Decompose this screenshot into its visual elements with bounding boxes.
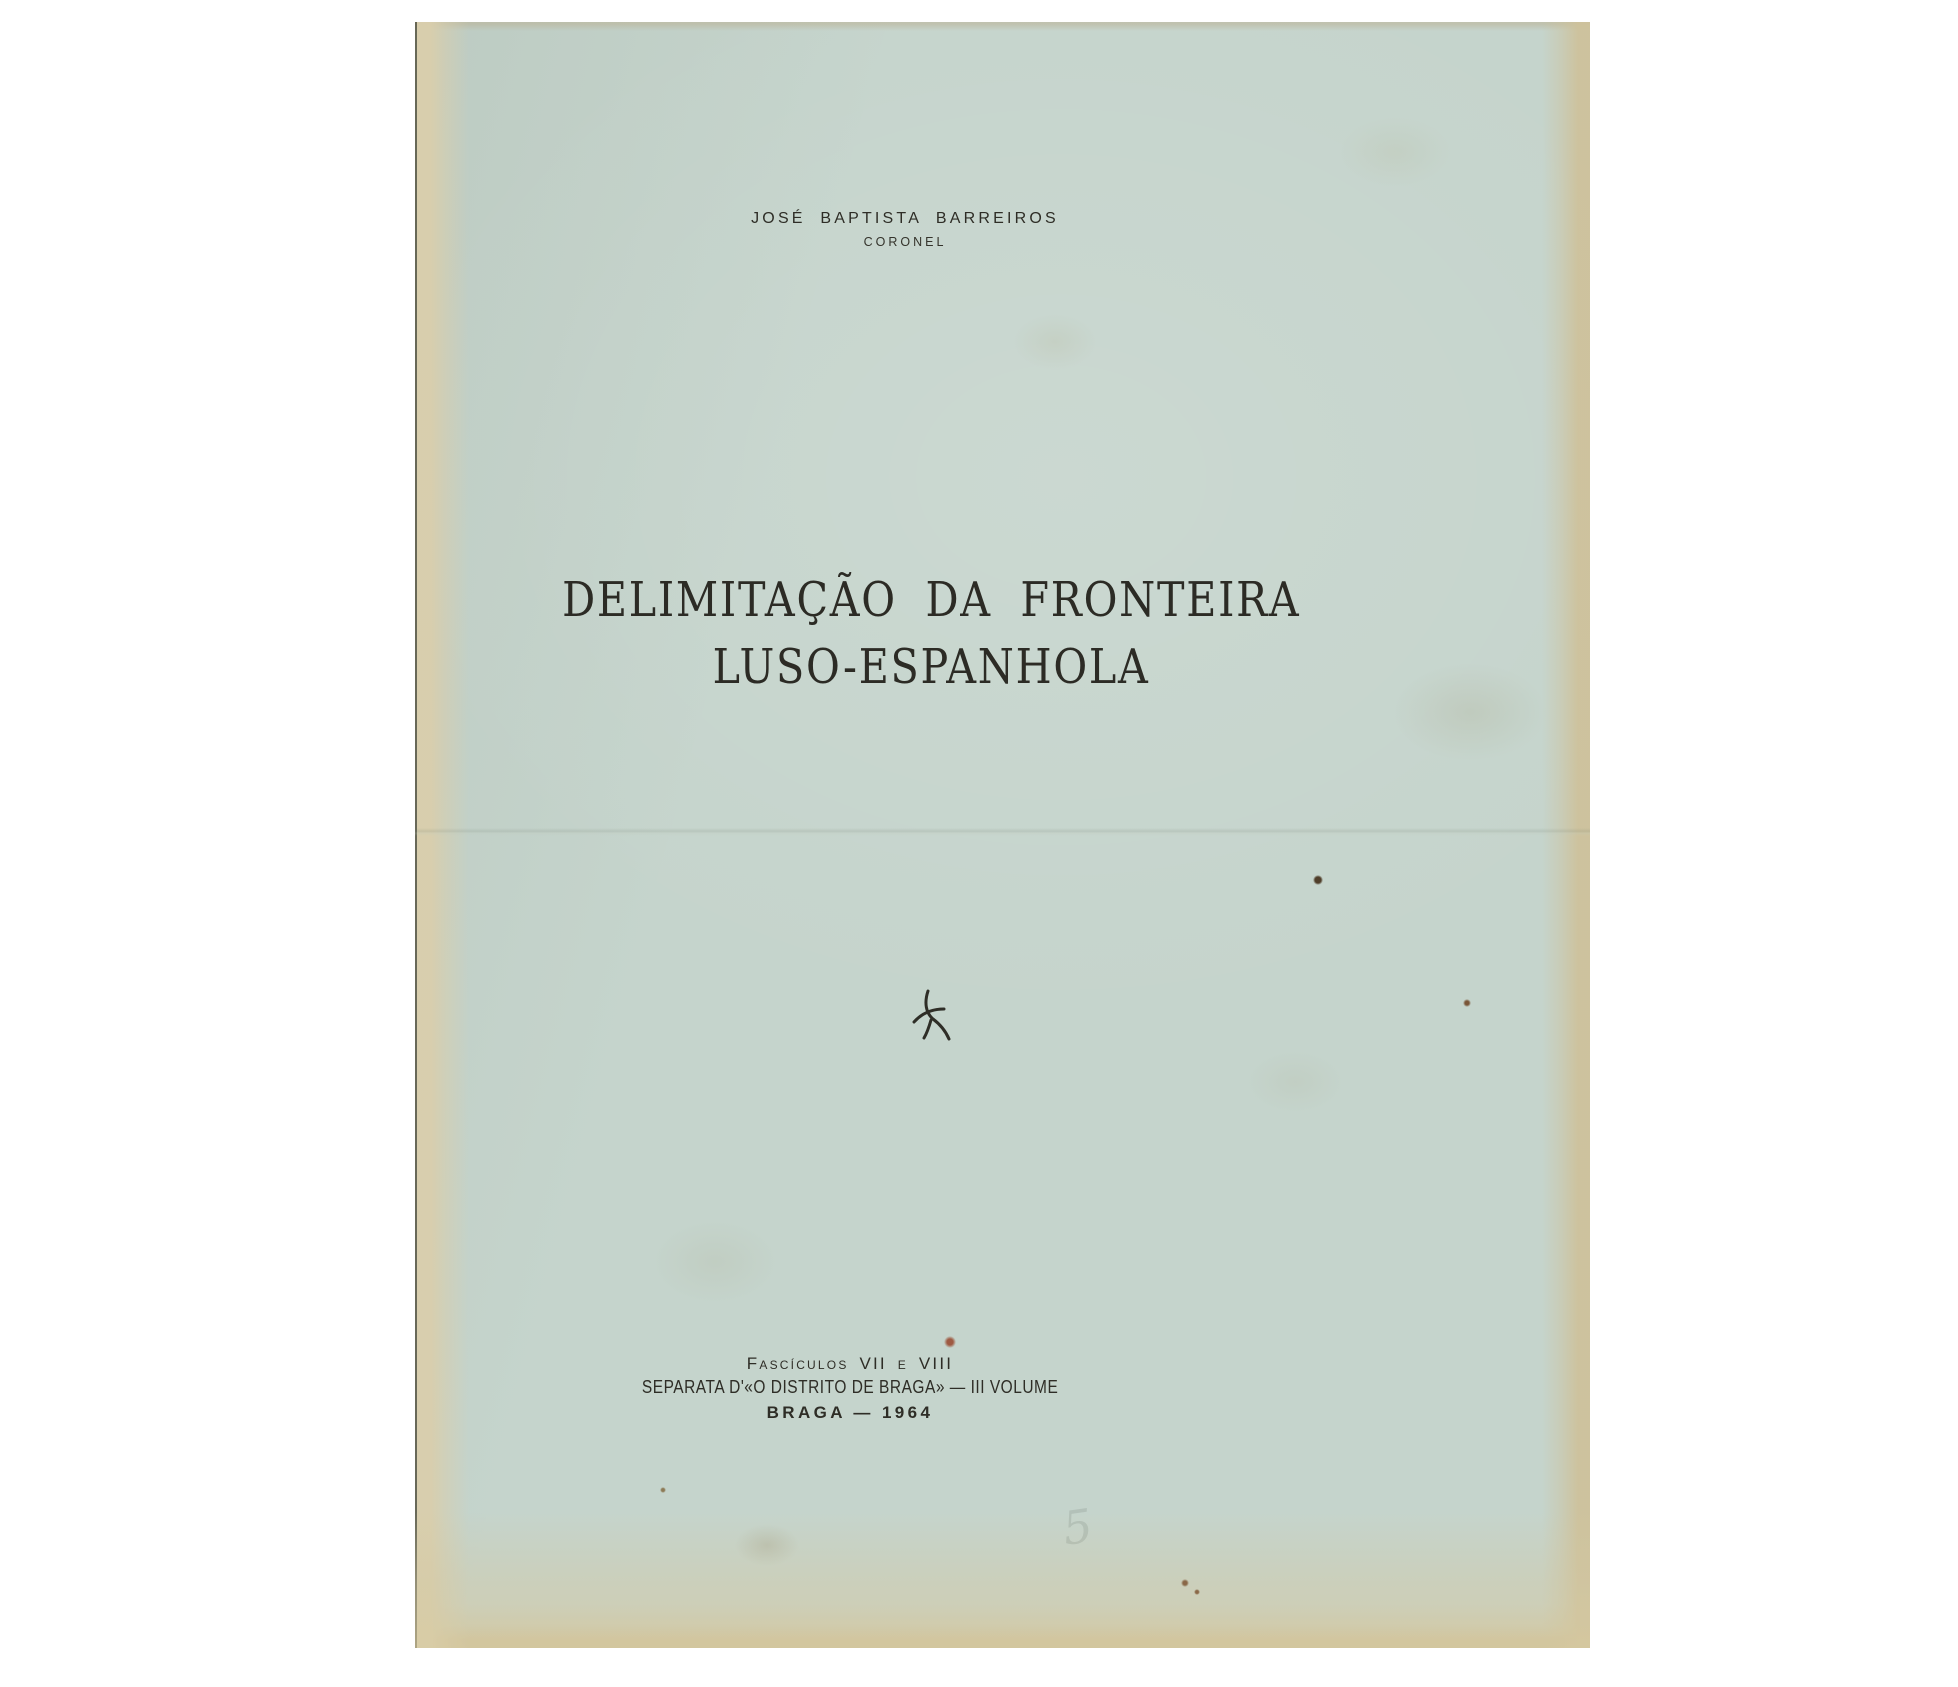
title-line-1: DELIMITAÇÃO DA FRONTEIRA <box>561 572 1301 628</box>
imprint-city-year: BRAGA — 1964 <box>766 1403 934 1422</box>
book-title <box>481 572 1381 695</box>
author-rank: CORONEL <box>863 235 947 249</box>
book-cover <box>415 22 1590 1648</box>
author-name: JOSÉ BAPTISTA BARREIROS <box>751 210 1059 227</box>
imprint-separata: SEPARATA D'«O DISTRITO DE BRAGA» — III VOLUME <box>641 1377 1059 1397</box>
bird-ornament-icon <box>907 986 965 1046</box>
imprint-fascicles: Fascículos VII e VIII <box>746 1354 954 1373</box>
author-block <box>605 210 1205 249</box>
fold-crease <box>415 828 1590 836</box>
imprint-block <box>500 1352 1200 1425</box>
pencil-mark: 5 <box>1059 1498 1096 1556</box>
title-line-2: LUSO-ESPANHOLA <box>712 639 1150 695</box>
